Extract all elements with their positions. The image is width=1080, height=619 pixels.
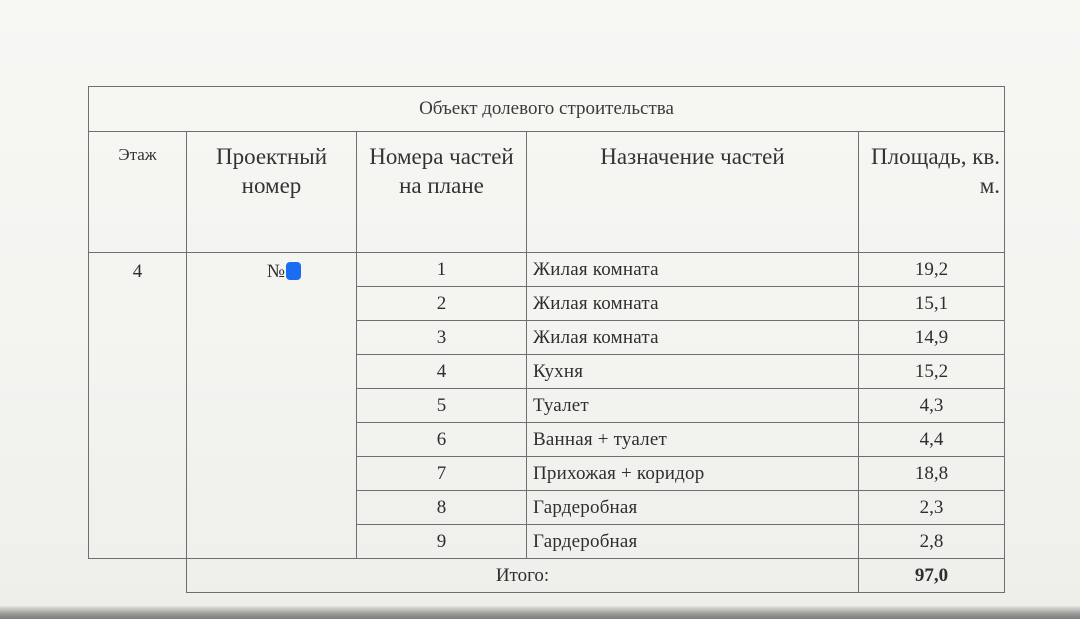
row-area: 2,8	[859, 525, 1005, 559]
row-area: 15,1	[859, 287, 1005, 321]
total-blank-cell	[89, 559, 187, 593]
header-purpose: Назначение частей	[527, 132, 859, 253]
redaction-mark	[286, 262, 301, 280]
row-purpose: Жилая комната	[527, 253, 859, 287]
row-part-number: 5	[357, 389, 527, 423]
row-area: 15,2	[859, 355, 1005, 389]
row-area: 2,3	[859, 491, 1005, 525]
project-number-value	[187, 253, 357, 559]
header-floor: Этаж	[89, 132, 187, 253]
table-title: Объект долевого строительства	[89, 87, 1005, 132]
row-area: 14,9	[859, 321, 1005, 355]
row-purpose: Гардеробная	[527, 525, 859, 559]
row-area: 4,3	[859, 389, 1005, 423]
row-area: 19,2	[859, 253, 1005, 287]
row-part-number: 2	[357, 287, 527, 321]
row-area: 4,4	[859, 423, 1005, 457]
row-purpose: Ванная + туалет	[527, 423, 859, 457]
row-part-number: 3	[357, 321, 527, 355]
total-value: 97,0	[859, 559, 1005, 593]
row-purpose: Жилая комната	[527, 287, 859, 321]
row-part-number: 9	[357, 525, 527, 559]
row-part-number: 1	[357, 253, 527, 287]
row-purpose: Прихожая + коридор	[527, 457, 859, 491]
header-project-number: Проектный номер	[187, 132, 357, 253]
shared-construction-table	[88, 86, 1005, 593]
page-edge-shadow	[0, 606, 1080, 619]
row-purpose: Кухня	[527, 355, 859, 389]
row-area: 18,8	[859, 457, 1005, 491]
header-area: Площадь, кв. м.	[859, 132, 1005, 253]
table-title-row	[89, 87, 1005, 132]
table-header-row	[89, 132, 1005, 253]
floor-value: 4	[89, 253, 187, 559]
row-purpose: Туалет	[527, 389, 859, 423]
row-part-number: 7	[357, 457, 527, 491]
row-part-number: 6	[357, 423, 527, 457]
row-purpose: Жилая комната	[527, 321, 859, 355]
row-part-number: 8	[357, 491, 527, 525]
total-label: Итого:	[187, 559, 859, 593]
table-row	[89, 253, 1005, 287]
total-row	[89, 559, 1005, 593]
row-part-number: 4	[357, 355, 527, 389]
header-plan-part-numbers: Номера частей на плане	[357, 132, 527, 253]
project-number-prefix: №	[266, 261, 285, 282]
row-purpose: Гардеробная	[527, 491, 859, 525]
